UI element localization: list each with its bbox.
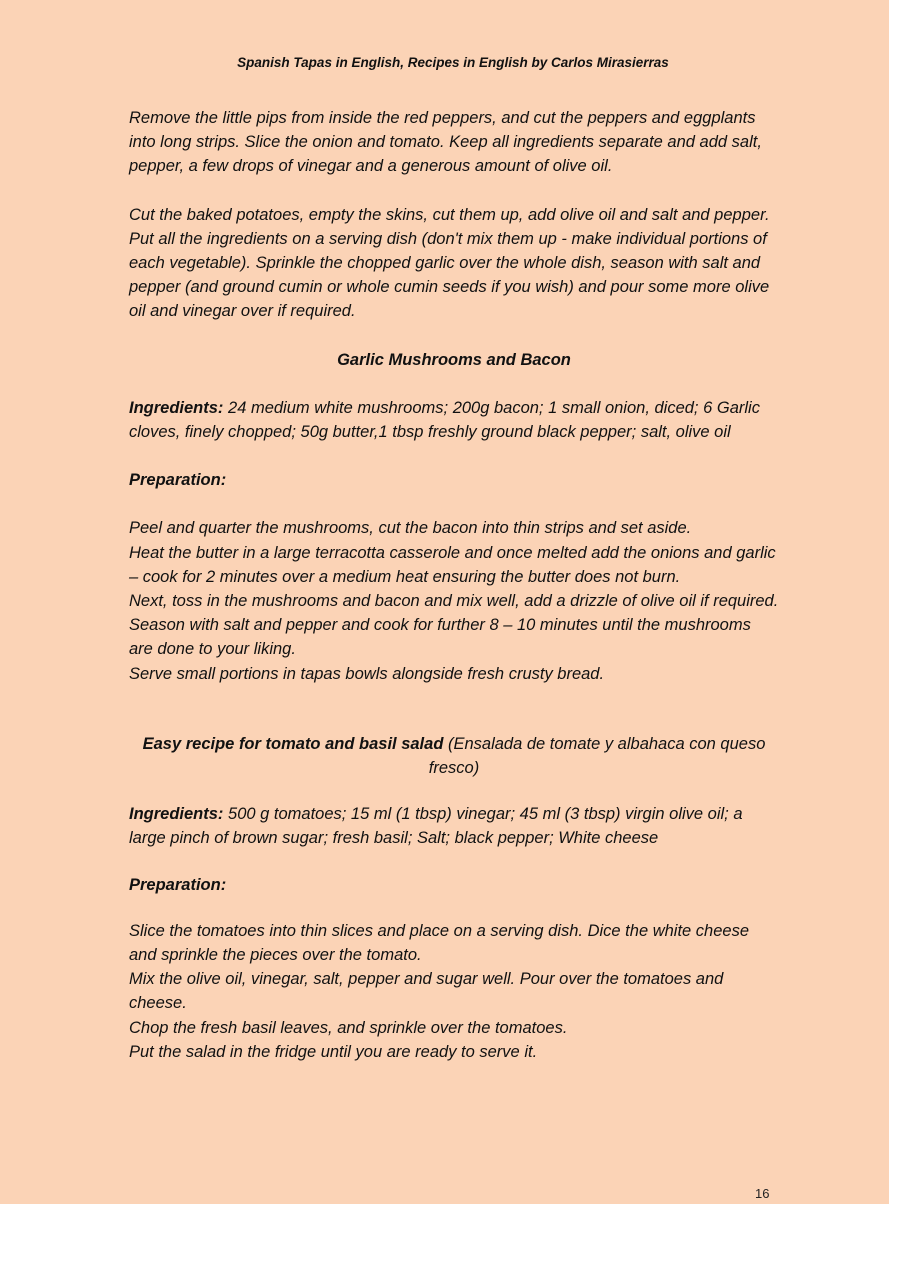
ingredients-label: Ingredients:	[129, 805, 224, 824]
recipe1-step: Serve small portions in tapas bowls alongside fresh crusty bread.	[129, 664, 605, 683]
ingredients-label: Ingredients:	[129, 398, 224, 417]
recipe-title-tomato-basil-salad: Easy recipe for tomato and basil salad (Ensalada de tomate y albahaca con queso fresco)	[142, 734, 766, 778]
running-header: Spanish Tapas in English, Recipes in English by Carlos Mirasierras	[237, 55, 669, 70]
page-number: 16	[755, 1186, 770, 1201]
recipe1-step: Heat the butter in a large terracotta casserole and once melted add the onions and garlic – cook for 2 minutes over a medium heat ensuring the butter does not burn.	[129, 543, 776, 586]
page-content	[129, 106, 779, 1064]
recipe1-step: Season with salt and pepper and cook for further 8 – 10 minutes until the mushrooms are done to your liking.	[129, 616, 751, 659]
recipe2-step: Mix the olive oil, vinegar, salt, pepper and sugar well. Pour over the tomatoes and cheese.	[129, 970, 724, 1013]
recipe2-step: Chop the fresh basil leaves, and sprinkle over the tomatoes.	[129, 1018, 568, 1037]
recipe1-step: Peel and quarter the mushrooms, cut the bacon into thin strips and set aside.	[129, 519, 692, 538]
recipe2-step: Put the salad in the fridge until you are ready to serve it.	[129, 1042, 538, 1061]
ingredients-text: 24 medium white mushrooms; 200g bacon; 1 small onion, diced; 6 Garlic cloves, finely chopped; 50g butter,1 tbsp freshly ground black pepper; salt, olive oil	[129, 398, 760, 442]
recipe-title-garlic-mushrooms: Garlic Mushrooms and Bacon	[337, 350, 571, 369]
recipe2-ingredients	[129, 802, 779, 850]
recipe2-preparation-label: Preparation:	[129, 875, 227, 894]
recipe2-step: Slice the tomatoes into thin slices and place on a serving dish. Dice the white cheese and sprinkle the pieces over the tomato.	[129, 921, 750, 965]
ingredients-text: 500 g tomatoes; 15 ml (1 tbsp) vinegar; 45 ml (3 tbsp) virgin olive oil; a large pinch of brown sugar; fresh basil; Salt; black pepper; White cheese	[129, 805, 743, 848]
intro-paragraph-2: Cut the baked potatoes, empty the skins, cut them up, add olive oil and salt and pepper. Put all the ingredients on a serving dish (don't mix them up - make individual portions of each vegetable). Sprinkle the chopped garlic over the whole dish, season with salt and pepper (and ground cumin or whole cumin seeds if you wish) and pour some more olive oil and vinegar over if required.	[129, 205, 770, 321]
intro-paragraph-1: Remove the little pips from inside the red peppers, and cut the peppers and eggplants into long strips. Slice the onion and tomato. Keep all ingredients separate and add salt, pepper, a few drops of vinegar and a generous amount of olive oil.	[129, 109, 762, 176]
recipe1-ingredients	[129, 396, 779, 444]
recipe1-step: Next, toss in the mushrooms and bacon and mix well, add a drizzle of olive oil if required.	[129, 592, 779, 611]
recipe1-preparation-label: Preparation:	[129, 471, 227, 490]
